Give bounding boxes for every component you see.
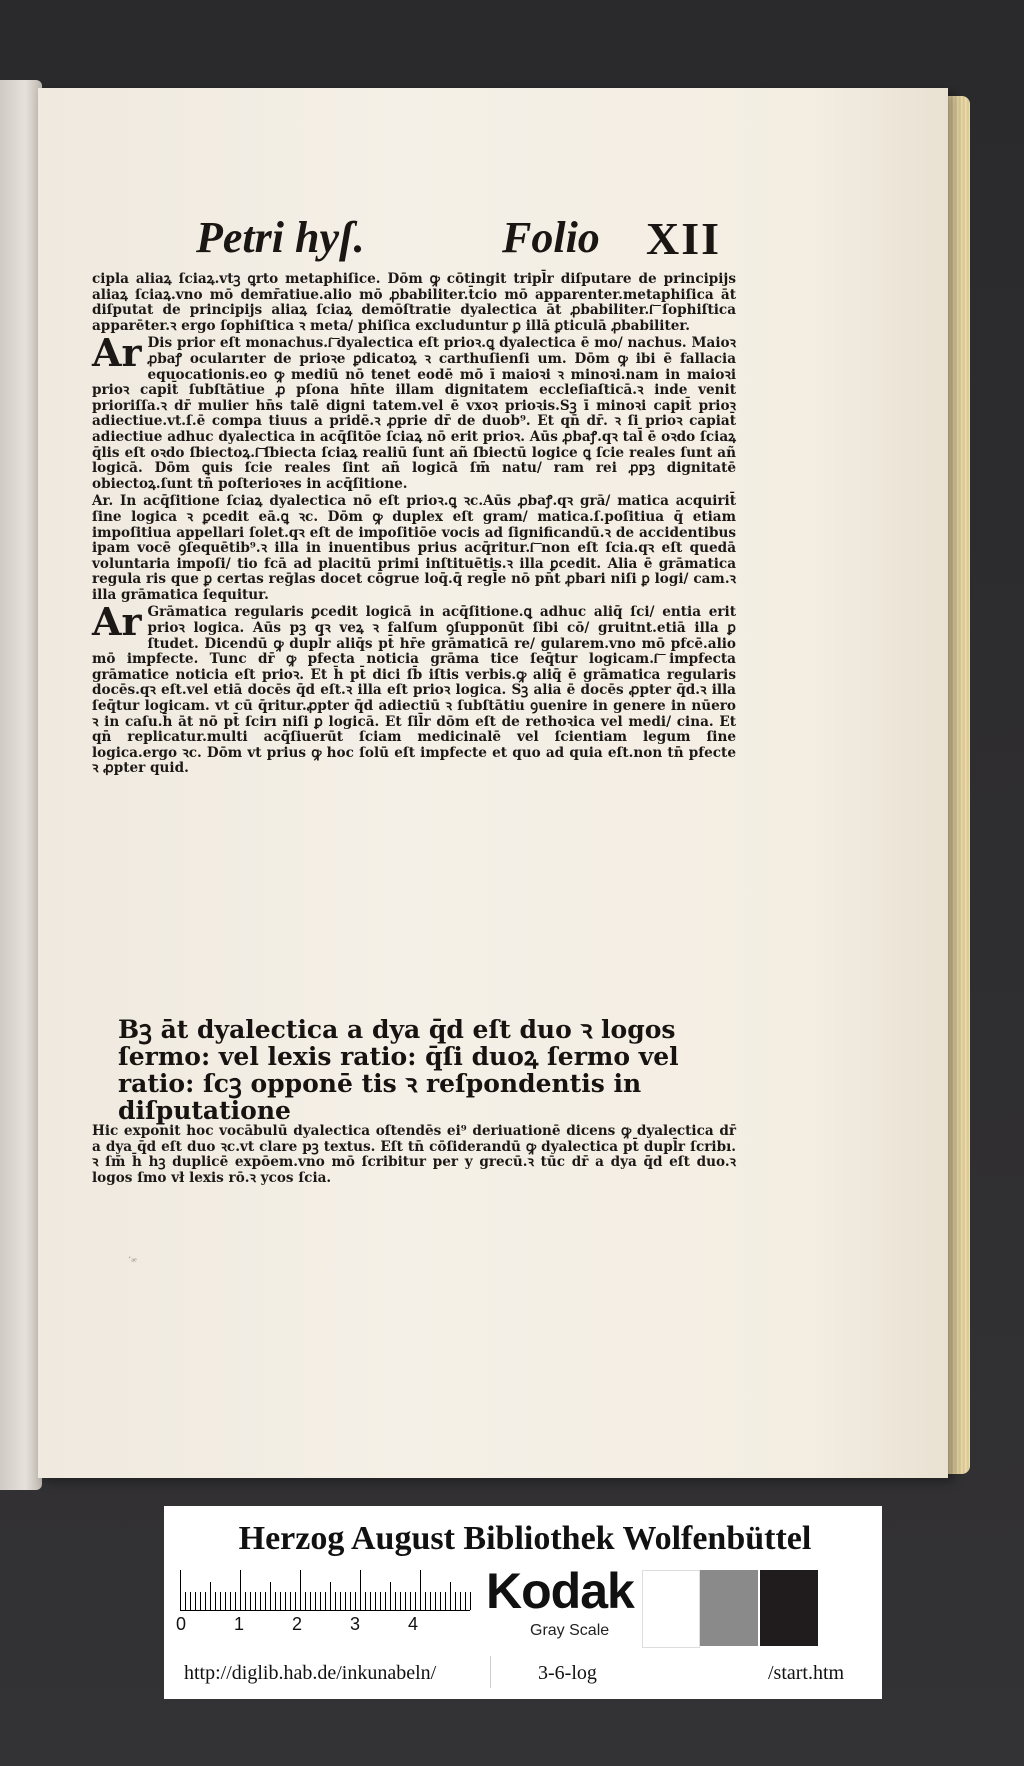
ruler-tick	[445, 1592, 446, 1610]
paragraph-2-text: Dis prior eſt monachus.ſ͞ dyalectica eſt prioꝛ.ꝗ dyalectica ē mo/ nachus. Maioꝛ ꝓbaꝭ ocularıter de prioꝛe ꝑdicatoꝝ ꝛ carthuſienſi um. Dōm ꝙ ibi ē fallacia equocationis.eo ꝙ mediū nō tenet eodē mō ī maioꝛi ꝛ minoꝛi.nam in maioꝛi prioꝛ capit̄ ſubſtātiue ꝓ pſona hn̄te illam dignitatem eccleſiaſticā.ꝛ inde venit prioriſſa.ꝛ dr̄ mulier hn̄s talē digni tatem.vel ē vxoꝛ prioꝛis.Sꝫ ī minoꝛi capit̄ prioꝛ adiectiue.vt.ſ.ē compa tiuus a pridē.ꝛ ꝓprie dr̄ de duob⁹. Et qn̄ dr̄. ꝛ ſi prioꝛ capiat̄ adiectiue adhuc dyalectica in acq̄ſitōe ſciaꝝ nō erit prioꝛ. Aūs ꝓbaꝭ.qꝛ tal̄ ē oꝛdo ſciaꝝ q̄lis eſt oꝛdo ſbiectoꝝ.ſ͞ ſbiecta ſciaꝝ realiū ſunt añ ſbiectū logice ꝗ ſcie reales ſunt añ logicā. Dōm ꝗuis ſcie reales ſint añ logicā ſm̄ natu/ ram rei ꝓpꝫ dignitatē obiectoꝝ.ſunt tn̄ poſterioꝛes in acq̄ſitione.	[92, 335, 736, 492]
paragraph-3	[92, 494, 736, 603]
ruler-tick	[250, 1592, 251, 1610]
paragraph-4-text: Grāmatica regularis ꝑcedit logicā in acq̄ſitione.ꝗ adhuc aliq̄ ſci/ entia erit prioꝛ logica. Aūs pꝫ qꝛ veꝝ ꝛ falſum ꝯſupponūt ſibi cō/ gruitnt.etiā illa ꝑ ſtudet. Dicendū ꝙ dupl̄r aliq̄s pt̄ hr̄e grāmaticā re/ gularem.vno mō pfcē.alio mō impfecte. Tunc dr̄ ꝙ pfecta noticia grāma tice ſeq̄tur logicam.ſ͞ impfecta grāmatice noticia eſt prioꝛ. Et h̄ pt̄ dici ſb̄ iſtis verbis.ꝙ aliq̄ ē grāmatica regularis docēs.qꝛ eſt.vel etiā docēs q̄d eſt.ꝛ illa eſt prioꝛ logica. Sꝫ alia ē docēs ꝓpter q̄d.ꝛ illa ſeq̄tur logicam. vt cū q̄ritur.ꝓpter q̄d adiectiū ꝛ ſubſtātiu ꝯuenire in genere in nūero ꝛ in caſu.h̄ āt nō pt̄ ſcirı niſi ꝑ logicā. Et ſil̄r dōm eſt de rethoꝛica vel medi/ cina. Et qn̄ replicatur.multi acq̄ſiuerūt ſciam medicinalē vel ſcientiam legum ſine logica.ergo ꝛc. Dōm vt prius ꝙ hoc ſolū eſt impfecte et quo ad quia eſt.non tn̄ pfecte ꝛ ꝓpter quid.	[92, 604, 736, 777]
ruler-tick	[370, 1592, 371, 1610]
ruler-tick	[190, 1592, 191, 1610]
ruler-tick	[405, 1592, 406, 1610]
ruler-tick	[420, 1570, 421, 1610]
ruler-tick	[430, 1592, 431, 1610]
header-folio-label: Folio	[502, 213, 600, 262]
ruler-tick	[375, 1592, 376, 1610]
ruler-tick	[380, 1592, 381, 1610]
ruler-tick	[385, 1592, 386, 1610]
ruler-tick	[245, 1592, 246, 1610]
url-shelfmark: 3-6-log	[538, 1662, 597, 1684]
ruler-tick	[470, 1592, 471, 1610]
ruler-tick	[280, 1592, 281, 1610]
ruler-tick	[180, 1570, 181, 1610]
ruler-tick	[395, 1592, 396, 1610]
ruler-tick	[185, 1592, 186, 1610]
ruler-tick	[325, 1592, 326, 1610]
swatch-gray	[700, 1570, 758, 1646]
ruler-tick	[365, 1592, 366, 1610]
ruler-tick	[360, 1570, 361, 1610]
url-base: http://diglib.hab.de/inkunabeln/	[184, 1662, 437, 1684]
gray-scale-label: Gray Scale	[530, 1622, 610, 1639]
commentary-text: Hic exponit hoc vocābulū dyalectica oſtendēs ei⁹ deriuationē dicens ꝙ dyalectica dr̄ a dya q̄d eſt duo ꝛc.vt clare pꝫ textus. Eſt tn̄ cōſiderandū ꝙ dyalectica pt̄ dupl̄r ſcribı. ꝛ ſm̄ h̄ hꝫ duplicē expōem.vno mō ſcribitur per y grecū.ꝛ tūc dr̄ a dya q̄d eſt duo.ꝛ logos ſmo vł lexis rō.ꝛ ycos ſcia.	[92, 1123, 736, 1186]
initial-ar: Ar	[92, 330, 142, 376]
ruler-tick	[240, 1570, 241, 1610]
ruler-tick	[200, 1592, 201, 1610]
ruler-tick	[195, 1592, 196, 1610]
ruler-tick	[340, 1592, 341, 1610]
header-folio-number: XII	[646, 213, 722, 264]
ruler-tick	[410, 1592, 411, 1610]
ruler-number-0: 0	[176, 1614, 187, 1634]
lemma-text: Bꝫ āt dyalectica a dya q̄d eſt duo ꝛ logos ſermo: vel lexis ratio: q̄ſi duoꝝ ſermo vel ratio: ſcꝫ opponē tis ꝛ reſpondentis in diſputatione	[118, 1015, 679, 1125]
ink-speck: ᾿ᵃᵉ	[128, 1256, 137, 1267]
ruler-number-1: 1	[234, 1614, 245, 1634]
swatch-black	[760, 1570, 818, 1646]
scale-ruler	[180, 1570, 470, 1611]
ruler-tick	[205, 1592, 206, 1610]
facing-page-edge	[0, 80, 42, 1490]
paragraph-marker: Ar.	[92, 493, 114, 510]
ruler-number-3: 3	[350, 1614, 361, 1634]
url-start: /start.htm	[768, 1662, 845, 1684]
ruler-tick	[230, 1592, 231, 1610]
ruler-tick	[220, 1592, 221, 1610]
ruler-tick	[260, 1592, 261, 1610]
ruler-tick	[450, 1582, 451, 1610]
color-target-card	[164, 1506, 882, 1699]
url-separator	[490, 1656, 491, 1688]
ruler-tick	[330, 1582, 331, 1610]
ruler-tick	[215, 1592, 216, 1610]
paragraph-1: cipla aliaꝝ ſciaꝝ.vtꝫ ꝗrto metaphiſice. Dōm ꝙ cōtingit tripl̄r diſputare de principijs aliaꝝ ſciaꝝ.vno mō demr̄atiue.alio mō ꝓbabiliter.t̄cio mō apparenter.metaphiſica āt diſputat de principijs aliaꝝ ſciaꝝ demōſtratie dyalectica āt ꝓbabiliter.ſ͞ ſophiſtica apparēter.ꝛ ergo ſophiſtica ꝛ meta/ phiſica excluduntur ꝑ illā ꝑticulā ꝓbabiliter.	[92, 271, 736, 334]
ruler-tick	[290, 1592, 291, 1610]
running-header	[196, 212, 736, 272]
paragraph-4	[92, 599, 736, 777]
ruler-tick	[425, 1592, 426, 1610]
library-title: Herzog August Bibliothek Wolfenbüttel	[238, 1520, 812, 1557]
ruler-tick	[320, 1592, 321, 1610]
header-author: Petri hyſ.	[196, 213, 365, 262]
paragraph-3-text: In acq̄ſitione ſciaꝝ dyalectica nō eſt prioꝛ.ꝗ ꝛc.Aūs ꝓbaꝭ.qꝛ grā/ matica acquirit̄ ſine logica ꝛ ꝑcedit eā.ꝗ ꝛc. Dōm ꝙ duplex eſt gram/ matica.ſ.poſitiua q̄ etiam impoſitiua appellari ſolet.qꝛ eſt de impoſitiōe vocis ad ſignificandū.ꝛ de accidentibus ipam vocē ꝯſequētib⁹.ꝛ illa in inuentibus prius acq̄ritur.ſ͞ non eſt ſcia.qꝛ eſt quedā voluntaria impoſi/ tio fcā ad placitū primi inſtituētis.ꝛ illa ꝑcedit. Alia ē grāmatica regula ris que ꝑ certas reḡlas docet cōgrue loq̄.q̄ regl̄e nō pn̄t ꝓbari niſi ꝑ logi/ cam.ꝛ illa grāmatica ſequitur.	[92, 493, 736, 603]
paragraph-2	[92, 330, 736, 492]
ruler-tick	[295, 1592, 296, 1610]
ruler-tick	[225, 1592, 226, 1610]
initial-ar-2: Ar	[92, 599, 142, 645]
ruler-tick	[305, 1592, 306, 1610]
swatch-white	[642, 1570, 700, 1648]
ruler-tick	[275, 1592, 276, 1610]
ruler-tick	[235, 1592, 236, 1610]
ruler-tick	[315, 1592, 316, 1610]
ruler-tick	[285, 1592, 286, 1610]
ruler-tick	[415, 1592, 416, 1610]
ruler-tick	[435, 1592, 436, 1610]
ruler-tick	[310, 1592, 311, 1610]
ruler-tick	[335, 1592, 336, 1610]
ruler-tick	[390, 1582, 391, 1610]
ruler-tick	[455, 1592, 456, 1610]
ruler-tick	[255, 1592, 256, 1610]
ruler-tick	[270, 1582, 271, 1610]
kodak-logo: Kodak	[486, 1563, 634, 1619]
ruler-tick	[440, 1592, 441, 1610]
main-text-block	[92, 272, 736, 779]
ruler-number-2: 2	[292, 1614, 303, 1634]
ruler-tick	[210, 1582, 211, 1610]
ruler-tick	[265, 1592, 266, 1610]
ruler-tick	[350, 1592, 351, 1610]
ruler-tick	[460, 1592, 461, 1610]
ruler-tick	[345, 1592, 346, 1610]
ruler-tick	[400, 1592, 401, 1610]
ruler-number-4: 4	[408, 1614, 419, 1634]
ruler-tick	[355, 1592, 356, 1610]
ruler-tick	[300, 1570, 301, 1610]
ruler-tick	[465, 1592, 466, 1610]
